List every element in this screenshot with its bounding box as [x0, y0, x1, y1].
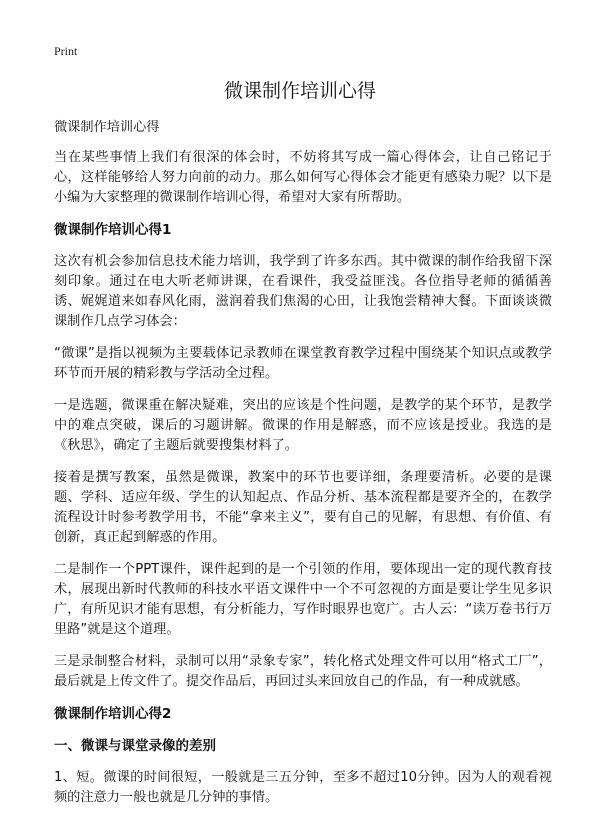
section-heading-2: 微课制作培训心得2 [54, 706, 172, 722]
paragraph: 三是录制整合材料，录制可以用“录象专家”，转化格式处理文件可以用“格式工厂”，最后就是上传文件了。提交作品后，再回过头来回放自己的作品，有一种成就感。 [54, 654, 552, 689]
article-body [54, 118, 552, 820]
paragraph: 接着是撰写教案，虽然是微课，教案中的环节也要详细，条理要清析。必要的是课题、学科、适应年级、学生的认知起点、作品分析、基本流程都是要齐全的，在教学流程设计时参考教学用书，不能“拿来主义”，要有自己的见解，有思想、有价值、有创新，真正起到解惑的作用。 [54, 470, 552, 545]
paragraph: 1、短。微课的时间很短，一般就是三五分钟，至多不超过10分钟。因为人的观看视频的注意力一般也就是几分钟的事情。 [54, 770, 552, 805]
paragraph: 一是选题，微课重在解决疑难，突出的应该是个性问题，是教学的某个环节，是教学中的难点突破，课后的习题讲解。微课的作用是解惑，而不应该是授业。我选的是《秋思》，确定了主题后就要搜集材料了。 [54, 398, 552, 453]
paragraph: 这次有机会参加信息技术能力培训，我学到了许多东西。其中微课的制作给我留下深刻印象。通过在电大听老师讲课，在看课件，我受益匪浅。各位指导老师的循循善诱、娓娓道来如春风化雨，滋润着我们焦渴的心田，让我饱尝精神大餐。下面谈谈微课制作几点学习体会： [54, 254, 552, 329]
print-link[interactable]: Print [54, 44, 78, 58]
paragraph: “微课”是指以视频为主要载体记录教师在课堂教育教学过程中围绕某个知识点或教学环节而开展的精彩教与学活动全过程。 [54, 346, 552, 381]
subsection-heading: 一、微课与课堂录像的差别 [54, 738, 216, 754]
page-title: 微课制作培训心得 [223, 80, 376, 102]
paragraph: 二是制作一个PPT课件，课件起到的是一个引领的作用，要体现出一定的现代教育技术，展现出新时代教师的科技水平语文课件中一个不可忽视的方面是要让学生见多识广，有所见识才能有思想，有分析能力，写作时眼界也宽广。古人云：“读万卷书行万里路”就是这个道理。 [54, 562, 552, 637]
section-heading-1: 微课制作培训心得1 [54, 222, 172, 238]
intro-title-line: 微课制作培训心得 [54, 120, 160, 135]
intro-paragraph: 当在某些事情上我们有很深的体会时，不妨将其写成一篇心得体会，让自己铭记于心，这样能够给人努力向前的动力。那么如何写心得体会才能更有感染力呢？以下是小编为大家整理的微课制作培训心得，希望对大家有所帮助。 [54, 150, 552, 205]
